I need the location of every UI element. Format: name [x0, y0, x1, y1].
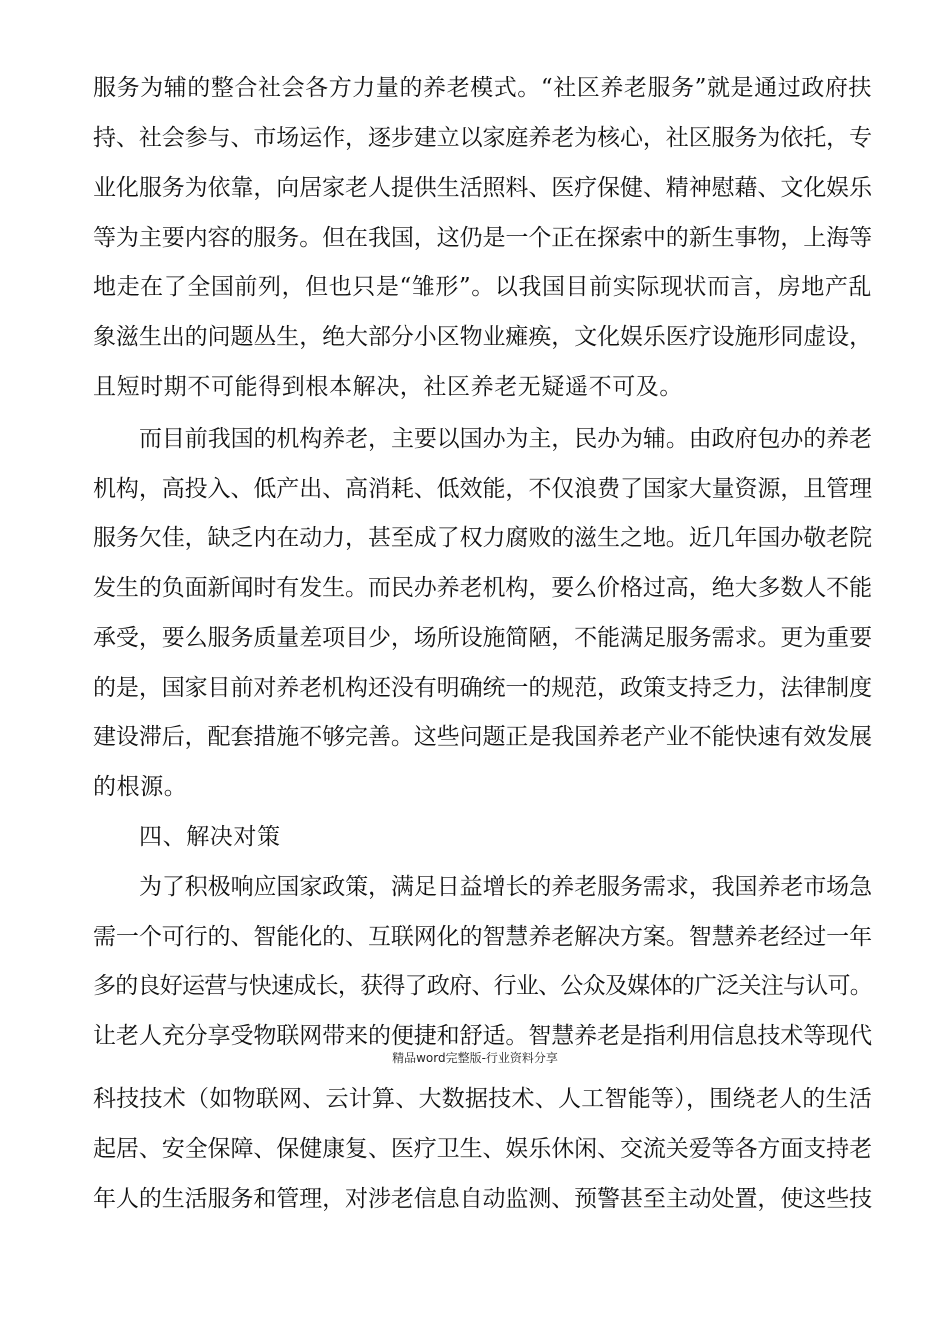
- text-line: 等为主要内容的服务。但在我国，这仍是一个正在探索中的新生事物，上海等: [93, 225, 872, 251]
- text-line: 服务欠佳，缺乏内在动力，甚至成了权力腐败的滋生之地。近几年国办敬老院: [93, 525, 872, 551]
- text-line: 需一个可行的、智能化的、互联网化的智慧养老解决方案。智慧养老经过一年: [93, 924, 872, 950]
- text-line: 而目前我国的机构养老，主要以国办为主，民办为辅。由政府包办的养老: [139, 426, 872, 452]
- text-line: 业化服务为依靠，向居家老人提供生活照料、医疗保健、精神慰藉、文化娱乐: [93, 175, 872, 201]
- text-line: 且短时期不可能得到根本解决，社区养老无疑遥不可及。: [93, 374, 683, 400]
- text-line: 让老人充分享受物联网带来的便捷和舒适。智慧养老是指利用信息技术等现代: [93, 1023, 872, 1049]
- text-line: 为了积极响应国家政策，满足日益增长的养老服务需求，我国养老市场急: [139, 874, 872, 900]
- page-footer: 精品word完整版-行业资料分享: [392, 1051, 558, 1065]
- text-line: 象滋生出的问题丛生，绝大部分小区物业瘫痪，文化娱乐医疗设施形同虚设，: [93, 324, 872, 350]
- text-line: 年人的生活服务和管理，对涉老信息自动监测、预警甚至主动处置，使这些技: [93, 1186, 872, 1212]
- text-line: 的根源。: [93, 774, 188, 800]
- text-line: 起居、安全保障、保健康复、医疗卫生、娱乐休闲、交流关爱等各方面支持老: [93, 1136, 872, 1162]
- text-line: 机构，高投入、低产出、高消耗、低效能，不仅浪费了国家大量资源，且管理: [93, 476, 872, 502]
- text-line: 的是，国家目前对养老机构还没有明确统一的规范，政策支持乏力，法律制度: [93, 675, 872, 701]
- text-line: 持、社会参与、市场运作，逐步建立以家庭养老为核心，社区服务为依托，专: [93, 125, 872, 151]
- text-line: 多的良好运营与快速成长，获得了政府、行业、公众及媒体的广泛关注与认可。: [93, 973, 873, 999]
- text-line: 建设滞后，配套措施不够完善。这些问题正是我国养老产业不能快速有效发展: [93, 724, 872, 750]
- text-line: 服务为辅的整合社会各方力量的养老模式。“社区养老服务”就是通过政府扶: [93, 75, 872, 101]
- text-line: 地走在了全国前列，但也只是“雏形”。以我国目前实际现状而言，房地产乱: [93, 274, 872, 300]
- text-line: 发生的负面新闻时有发生。而民办养老机构，要么价格过高，绝大多数人不能: [93, 575, 872, 601]
- text-line: 承受，要么服务质量差项目少，场所设施简陋，不能满足服务需求。更为重要: [93, 625, 872, 651]
- section-heading: 四、解决对策: [139, 824, 281, 850]
- text-line: 科技技术（如物联网、云计算、大数据技术、人工智能等），围绕老人的生活: [93, 1086, 872, 1112]
